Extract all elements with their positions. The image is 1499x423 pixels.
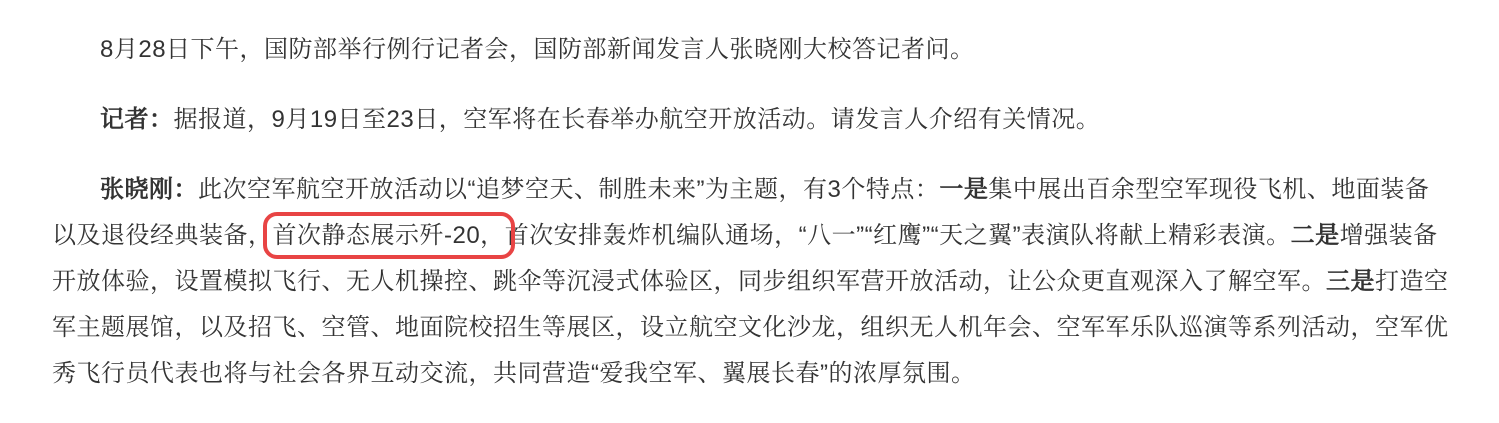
answer-segment-flyover: 首次安排轰炸机编队通场，“八一”“红鹰”“天之翼”表演队将献上精彩表演。 xyxy=(504,222,1291,249)
reporter-question-text: 据报道，9月19日至23日，空军将在长春举办航空开放活动。请发言人介绍有关情况。 xyxy=(173,106,1101,133)
answer-segment-experience: 增强装备开放体验，设置模拟飞行、无人机操控、跳伞等沉浸式体验区，同步组织军营开放活动，让公众更直观深入了解空军。 xyxy=(52,222,1438,295)
paragraph-intro xyxy=(52,27,1449,73)
intro-text: 8月28日下午，国防部举行例行记者会，国防部新闻发言人张晓刚大校答记者问。 xyxy=(100,36,975,63)
point-label-one: 一是 xyxy=(939,176,989,203)
highlight-red-box: 首次静态展示歼-20， xyxy=(272,222,505,249)
answer-segment-exhibition-hall: 打造空军主题展馆，以及招飞、空管、地面院校招生等展区，设立航空文化沙龙，组织无人机年会、空军军乐队巡演等系列活动，空军优秀飞行员代表也将与社会各界互动交流，共同营造“爱我空军、翼展长春”的浓厚氛围。 xyxy=(52,268,1449,387)
paragraph-spokesperson-answer xyxy=(52,167,1449,397)
speaker-label-reporter: 记者： xyxy=(100,106,174,133)
answer-segment-exhibits: 集中展出百余型空军现役飞机、地面装备以及退役经典装备， xyxy=(52,176,1430,249)
paragraph-reporter-question xyxy=(52,97,1449,143)
speaker-label-spokesperson: 张晓刚： xyxy=(100,176,198,203)
answer-segment-theme: 此次空军航空开放活动以“追梦空天、制胜未来”为主题，有3个特点： xyxy=(198,176,940,203)
point-label-two: 二是 xyxy=(1290,222,1340,249)
point-label-three: 三是 xyxy=(1326,268,1375,295)
